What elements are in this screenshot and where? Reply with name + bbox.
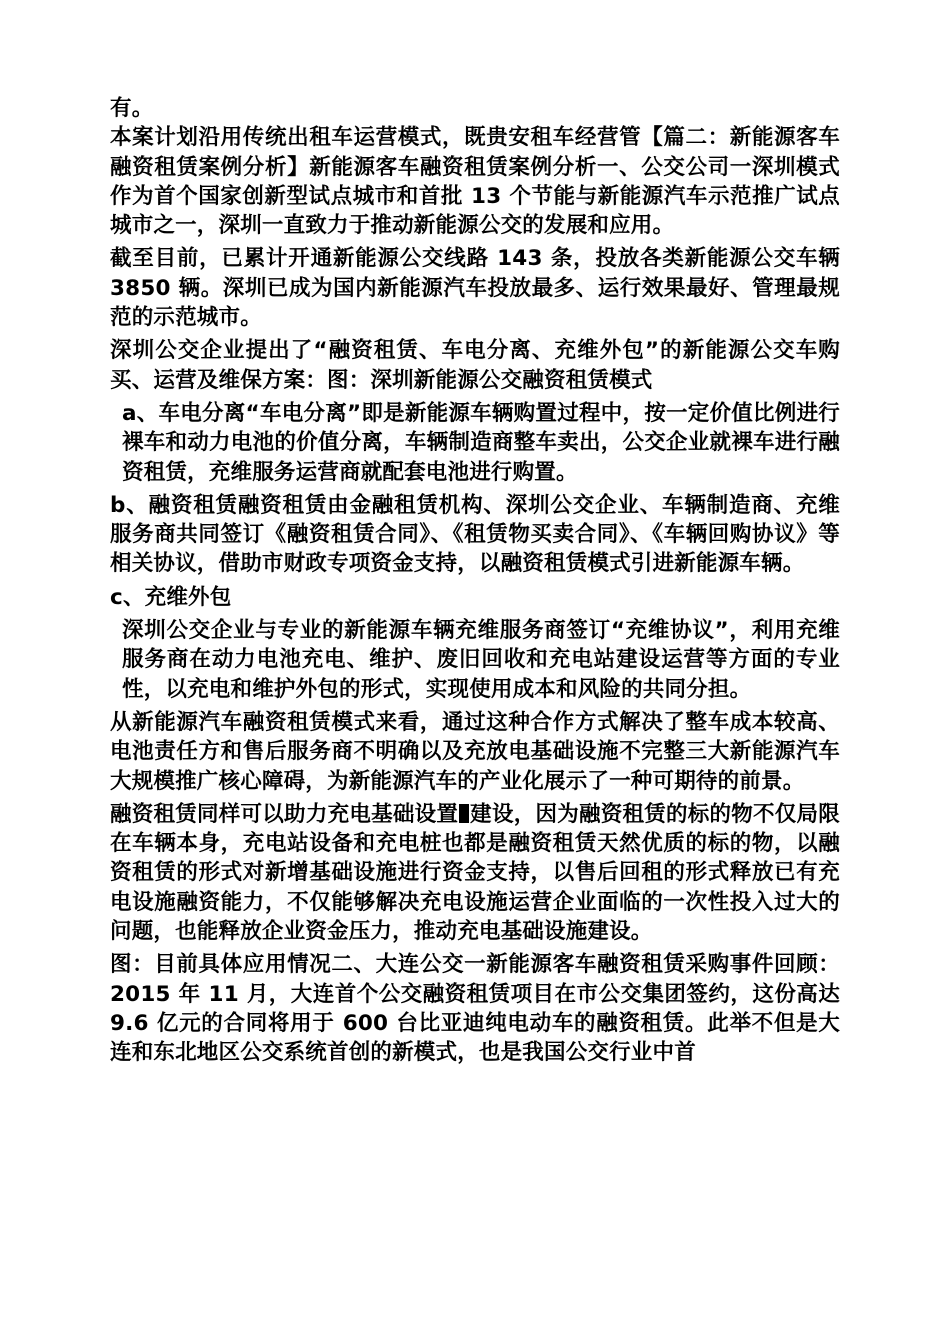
paragraph-item-a: a、车电分离“车电分离”即是新能源车辆购置过程中，按一定价值比例进行裸车和动力电池的价值分离，车辆制造商整车卖出，公交企业就裸车进行融资租赁，充维服务运营商就配套电池进行购置。: [122, 400, 840, 485]
paragraph-model-analysis: 从新能源汽车融资租赁模式来看，通过这种合作方式解决了整车成本较高、电池责任方和售后服务商不明确以及充放电基础设施不完整三大新能源汽车大规模推广核心障碍，为新能源汽车的产业化展示了一种可期待的前景。: [110, 709, 840, 794]
text-cursor-icon: [459, 804, 469, 823]
paragraph-ending: 有。: [110, 96, 154, 121]
paragraph-item-c-heading: c、充维外包: [110, 584, 232, 610]
paragraph-charging-part-2: 建设，因为融资租赁的标的物不仅局限在车辆本身，充电站设备和充电桩也都是融资租赁天然优质的标的物，以融资租赁的形式对新增基础设施进行资金支持，以售后回租的形式释放已有充电设施融资能力，不仅能够解决充电设施运营企业面临的一次性投入过大的问题，也能释放企业资金压力，推动充电基础设施建设。: [110, 801, 841, 945]
paragraph-rental-model: 本案计划沿用传统出租车运营模式，既贵安租车经营管【篇二：新能源客车融资租赁案例分析】新能源客车融资租赁案例分析一、公交公司一深圳模式作为首个国家创新型试点城市和首批 13 个节能与新能源汽车示范推广试点城市之一，深圳一直致力于推动新能源公交的发展和应用。: [110, 125, 840, 239]
paragraph-charging-infrastructure: [110, 800, 840, 946]
paragraph-shenzhen-plan: 深圳公交企业提出了“融资租赁、车电分离、充维外包”的新能源公交车购买、运营及维保方案：图：深圳新能源公交融资租赁模式: [110, 338, 840, 393]
paragraph-charging-part-1: 融资租赁同样可以助力充电基础设置: [110, 801, 459, 827]
paragraph-dalian-case: 图：目前具体应用情况二、大连公交一新能源客车融资租赁采购事件回顾：2015 年 11 月，大连首个公交融资租赁项目在市公交集团签约，这份高达 9.6 亿元的合同将用于 600 台比亚迪纯电动车的融资租赁。此举不但是大连和东北地区公交系统首创的新模式，也是我国公交行业中首: [110, 952, 840, 1066]
paragraph-item-c: 深圳公交企业与专业的新能源车辆充维服务商签订“充维协议”，利用充维服务商在动力电池充电、维护、废旧回收和充电站建设运营等方面的专业性，以充电和维护外包的形式，实现使用成本和风险的共同分担。: [122, 618, 840, 702]
paragraph-shenzhen-stats: 截至目前，已累计开通新能源公交线路 143 条，投放各类新能源公交车辆 3850 辆。深圳已成为国内新能源汽车投放最多、运行效果最好、管理最规范的示范城市。: [110, 246, 840, 331]
document-page: [110, 94, 840, 1072]
paragraph-item-b: b、融资租赁融资租赁由金融租赁机构、深圳公交企业、车辆制造商、充维服务商共同签订《融资租赁合同》、《租赁物买卖合同》、《车辆回购协议》等相关协议，借助市财政专项资金支持，以融资租赁模式引进新能源车辆。: [110, 492, 840, 577]
